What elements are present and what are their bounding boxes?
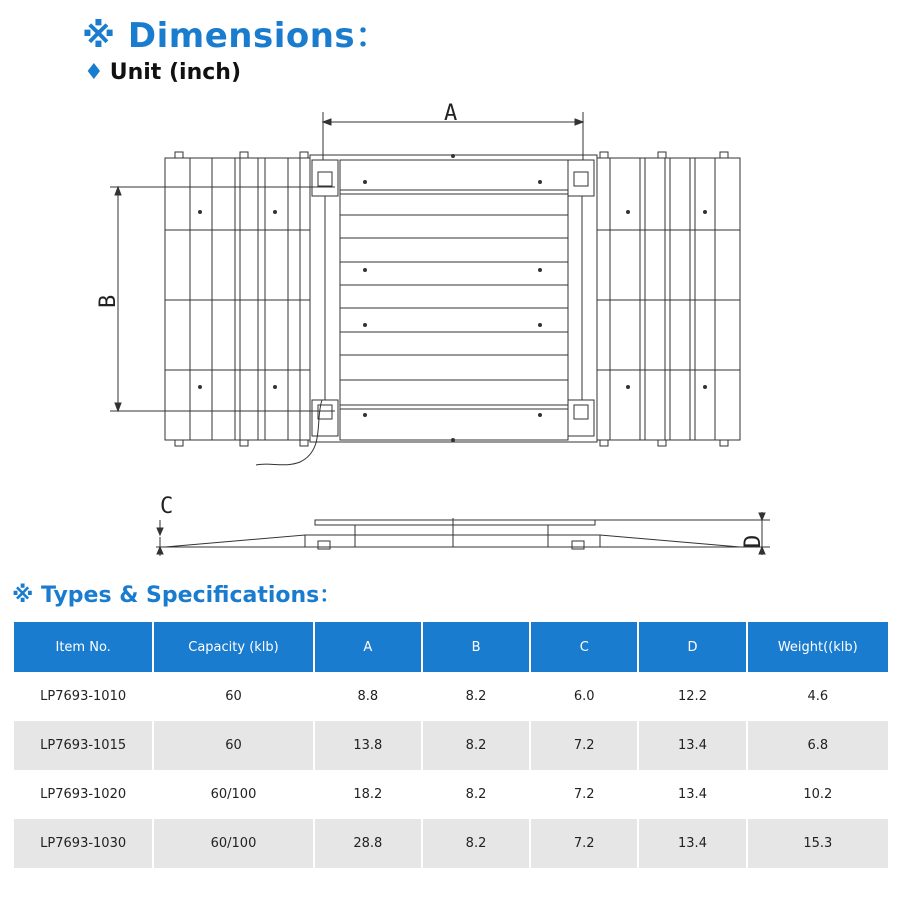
dimension-c-label: C xyxy=(160,494,174,519)
table-cell: 8.2 xyxy=(465,689,487,704)
table-cell: 13.4 xyxy=(639,819,745,868)
table-cell: 60 xyxy=(154,721,312,770)
table-cell: 60 xyxy=(225,689,242,704)
table-cell: 60/100 xyxy=(210,787,257,802)
table-cell: 7.2 xyxy=(531,819,637,868)
table-row xyxy=(14,721,888,770)
column-header: B xyxy=(423,622,529,672)
table-cell: 4.6 xyxy=(807,689,829,704)
dimension-d-label: D xyxy=(741,534,766,548)
table-cell: 13.4 xyxy=(639,721,745,770)
column-header: C xyxy=(531,622,637,672)
table-row xyxy=(14,770,888,819)
dimension-b-label: B xyxy=(96,294,121,308)
table-cell: LP7693-1010 xyxy=(40,689,127,704)
table-header-row xyxy=(14,622,888,672)
page-title: ※ Dimensions： xyxy=(82,16,390,56)
side-elevation xyxy=(165,518,740,549)
center-platform-plan xyxy=(256,155,597,465)
right-ramp-plan xyxy=(597,152,740,446)
table-cell: 10.2 xyxy=(803,787,833,802)
unit-label: Unit (inch) xyxy=(109,60,241,85)
column-header: A xyxy=(315,622,421,672)
column-header: Weight((klb) xyxy=(748,622,888,672)
table-cell: 8.2 xyxy=(465,787,487,802)
table-cell: LP7693-1020 xyxy=(40,787,127,802)
dimension-drawing xyxy=(0,90,900,570)
diamond-bullet-icon: ♦ xyxy=(84,60,104,85)
table-cell: LP7693-1030 xyxy=(14,819,152,868)
table-cell: 7.2 xyxy=(531,721,637,770)
table-cell: 13.8 xyxy=(315,721,421,770)
table-cell: 6.8 xyxy=(748,721,888,770)
dimension-c-line xyxy=(156,520,200,556)
table-cell: 7.2 xyxy=(573,787,595,802)
table-row xyxy=(14,819,888,868)
specs-table xyxy=(12,622,890,868)
left-ramp-plan xyxy=(165,152,310,446)
table-cell: 12.2 xyxy=(678,689,707,704)
table-cell: 60/100 xyxy=(154,819,312,868)
table-cell: 28.8 xyxy=(315,819,421,868)
unit-heading xyxy=(84,60,241,85)
column-header: Capacity (klb) xyxy=(154,622,312,672)
table-cell: LP7693-1015 xyxy=(14,721,152,770)
bolt-dots xyxy=(198,154,707,442)
table-cell: 8.8 xyxy=(357,689,379,704)
column-header: Item No. xyxy=(14,622,152,672)
table-cell: 15.3 xyxy=(748,819,888,868)
column-header: D xyxy=(639,622,745,672)
table-cell: 8.2 xyxy=(423,819,529,868)
table-cell: 18.2 xyxy=(353,787,383,802)
table-cell: 6.0 xyxy=(573,689,595,704)
table-cell: 8.2 xyxy=(423,721,529,770)
table-cell: 13.4 xyxy=(678,787,707,802)
dimension-b-line xyxy=(110,187,335,411)
dimension-a-label: A xyxy=(444,101,458,126)
table-row xyxy=(14,672,888,721)
specs-title: ※ Types & Specifications： xyxy=(12,583,342,608)
